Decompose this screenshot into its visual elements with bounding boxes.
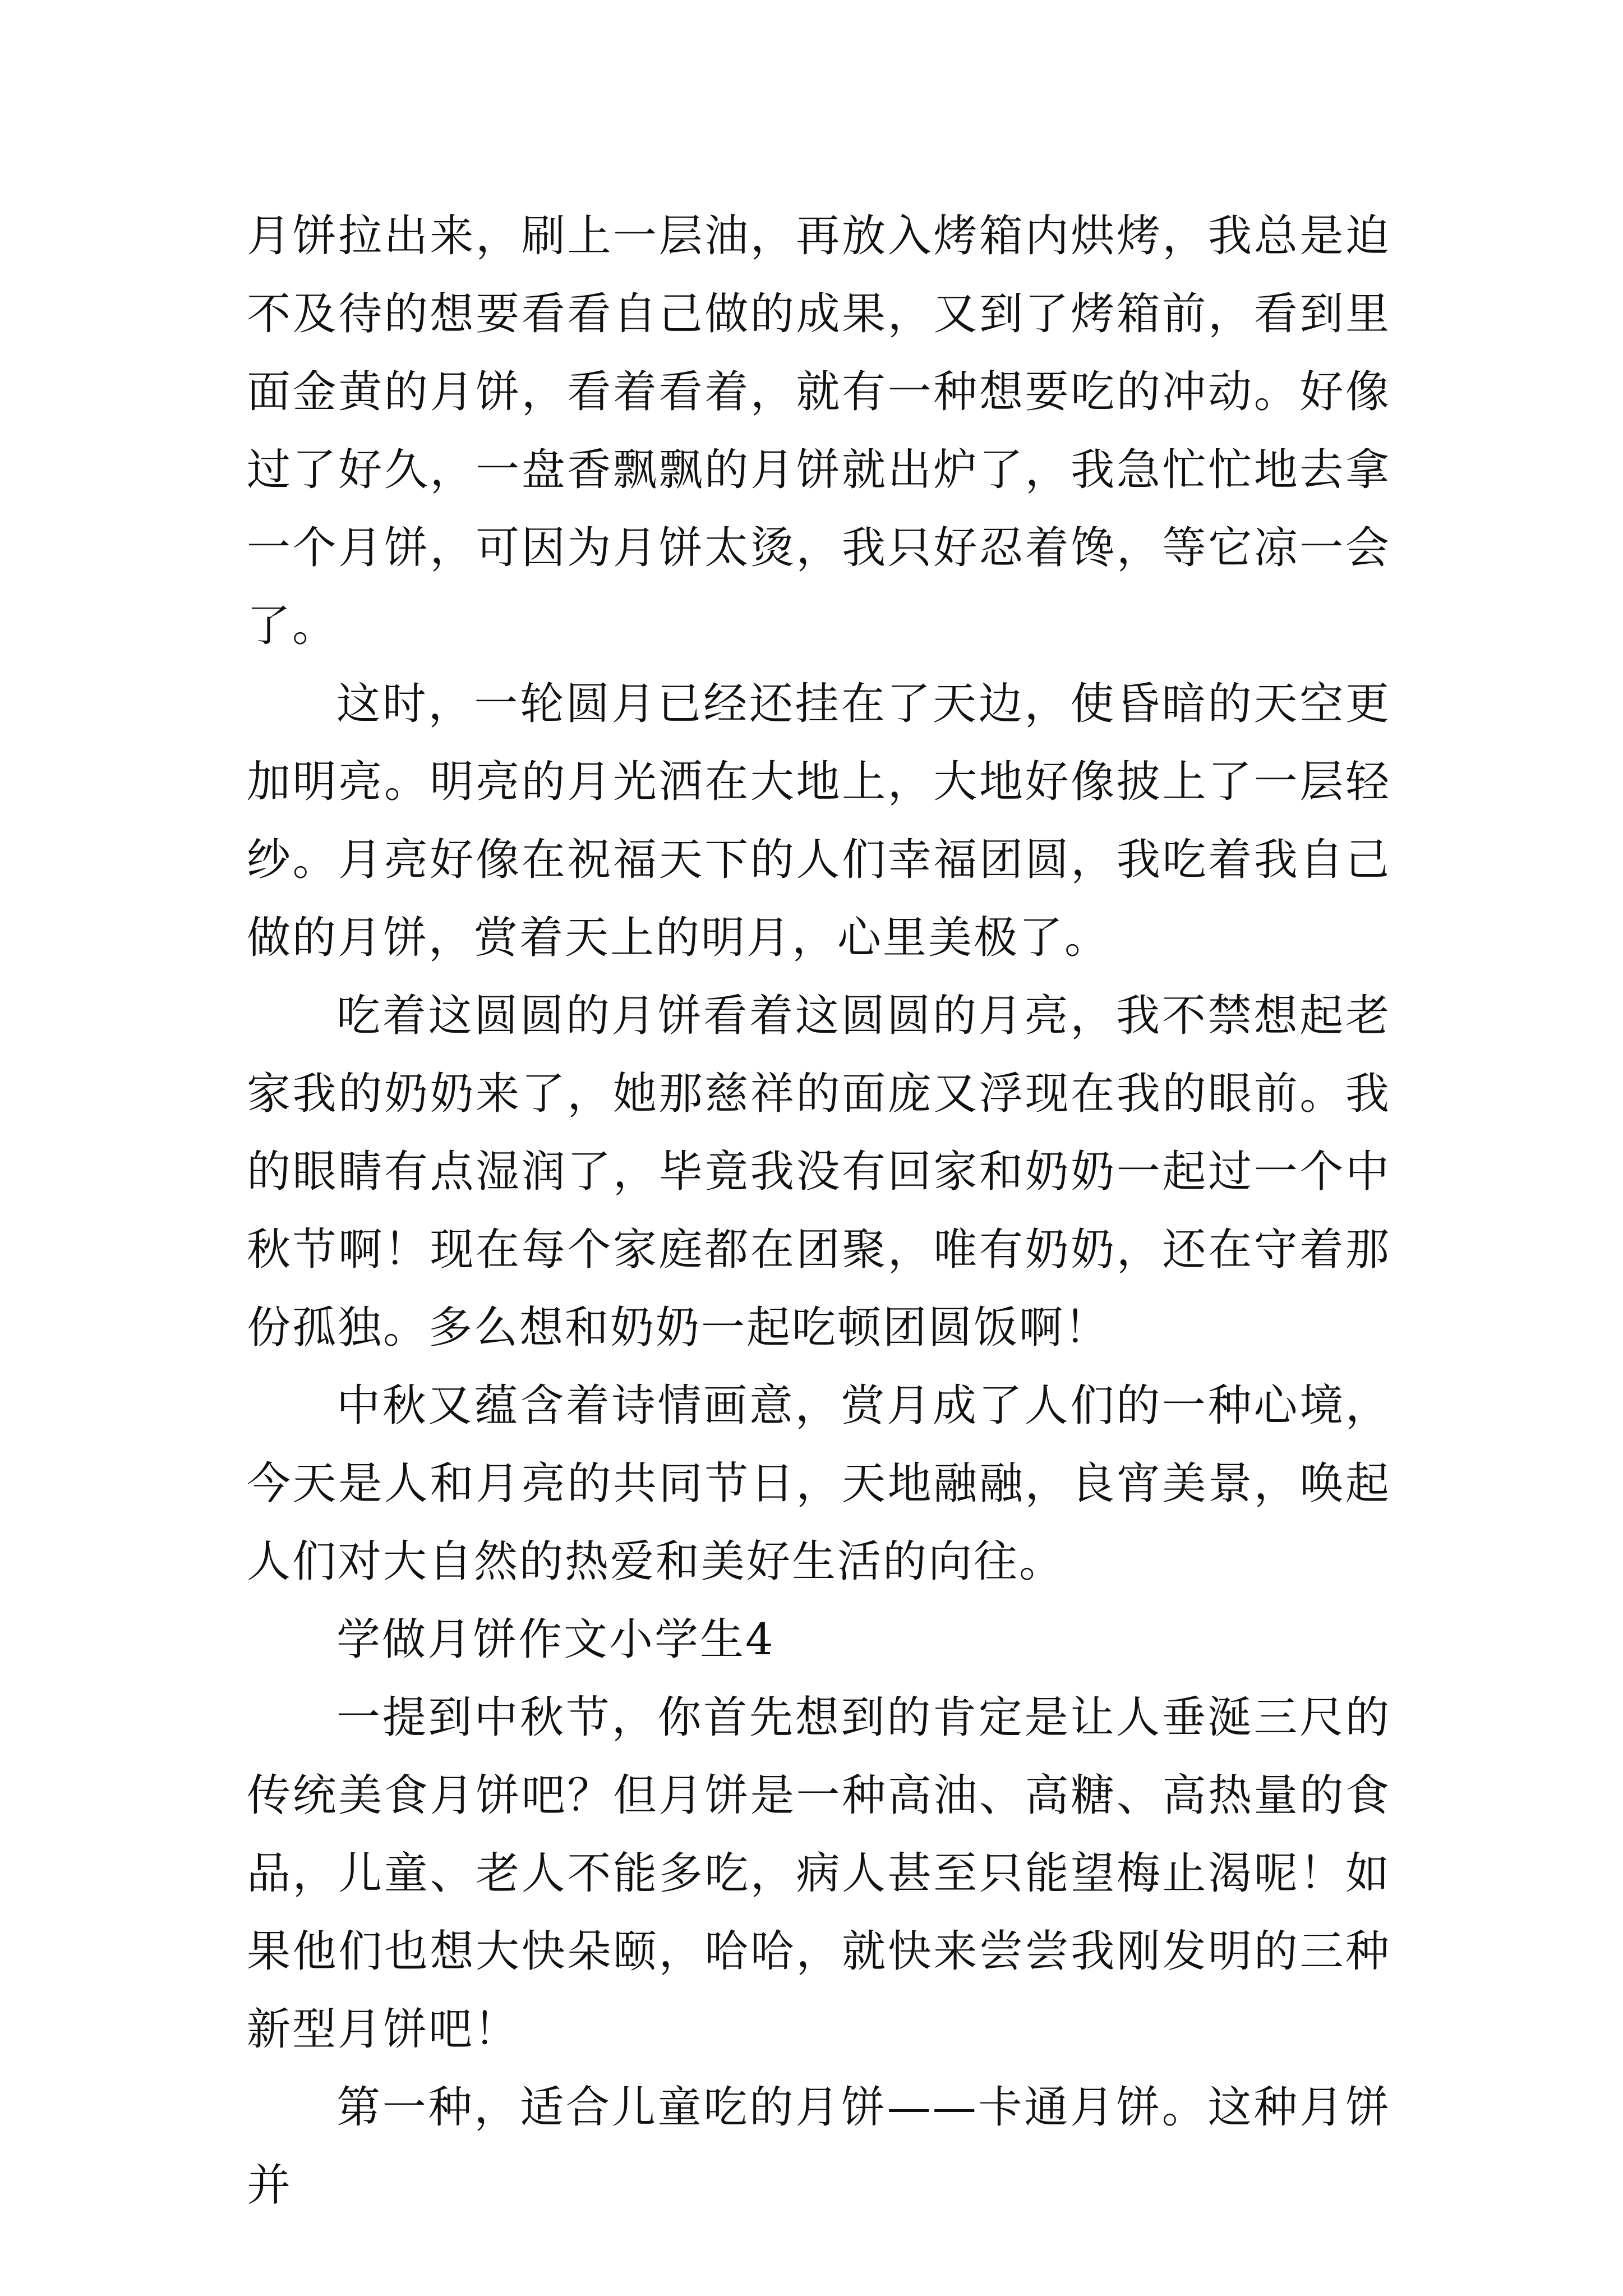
paragraph-first-mooncake: 第一种，适合儿童吃的月饼——卡通月饼。这种月饼并 — [247, 2082, 1391, 2211]
section-heading: 学做月饼作文小学生4 — [336, 1614, 775, 1665]
document-body — [247, 197, 1391, 2225]
paragraph-new-mooncakes-intro: 一提到中秋节，你首先想到的肯定是让人垂涎三尺的传统美食月饼吧？但月饼是一种高油、高糖、高热量的食品，儿童、老人不能多吃，病人甚至只能望梅止渴呢！如果他们也想大快朵颐，哈哈，就快来尝尝我刚发明的三种新型月饼吧！ — [247, 1692, 1391, 2055]
paragraph-continuation: 月饼拉出来，刷上一层油，再放入烤箱内烘烤，我总是迫不及待的想要看看自己做的成果，又到了烤箱前，看到里面金黄的月饼，看着看着，就有一种想要吃的冲动。好像过了好久，一盘香飘飘的月饼就出炉了，我急忙忙地去拿一个月饼，可因为月饼太烫，我只好忍着馋，等它凉一会了。 — [247, 211, 1391, 651]
paragraph-grandma-memory: 吃着这圆圆的月饼看着这圆圆的月亮，我不禁想起老家我的奶奶来了，她那慈祥的面庞又浮现在我的眼前。我的眼睛有点湿润了，毕竟我没有回家和奶奶一起过一个中秋节啊！现在每个家庭都在团聚，唯有奶奶，还在守着那份孤独。多么想和奶奶一起吃顿团圆饭啊！ — [247, 991, 1391, 1353]
paragraph-mid-autumn-poetry: 中秋又蕴含着诗情画意，赏月成了人们的一种心境，今天是人和月亮的共同节日，天地融融，良宵美景，唤起人们对大自然的热爱和美好生活的向往。 — [247, 1381, 1391, 1587]
paragraph-moon-rising: 这时，一轮圆月已经还挂在了天边，使昏暗的天空更加明亮。明亮的月光洒在大地上，大地好像披上了一层轻纱。月亮好像在祝福天下的人们幸福团圆，我吃着我自己做的月饼，赏着天上的明月，心里美极了。 — [247, 679, 1391, 963]
